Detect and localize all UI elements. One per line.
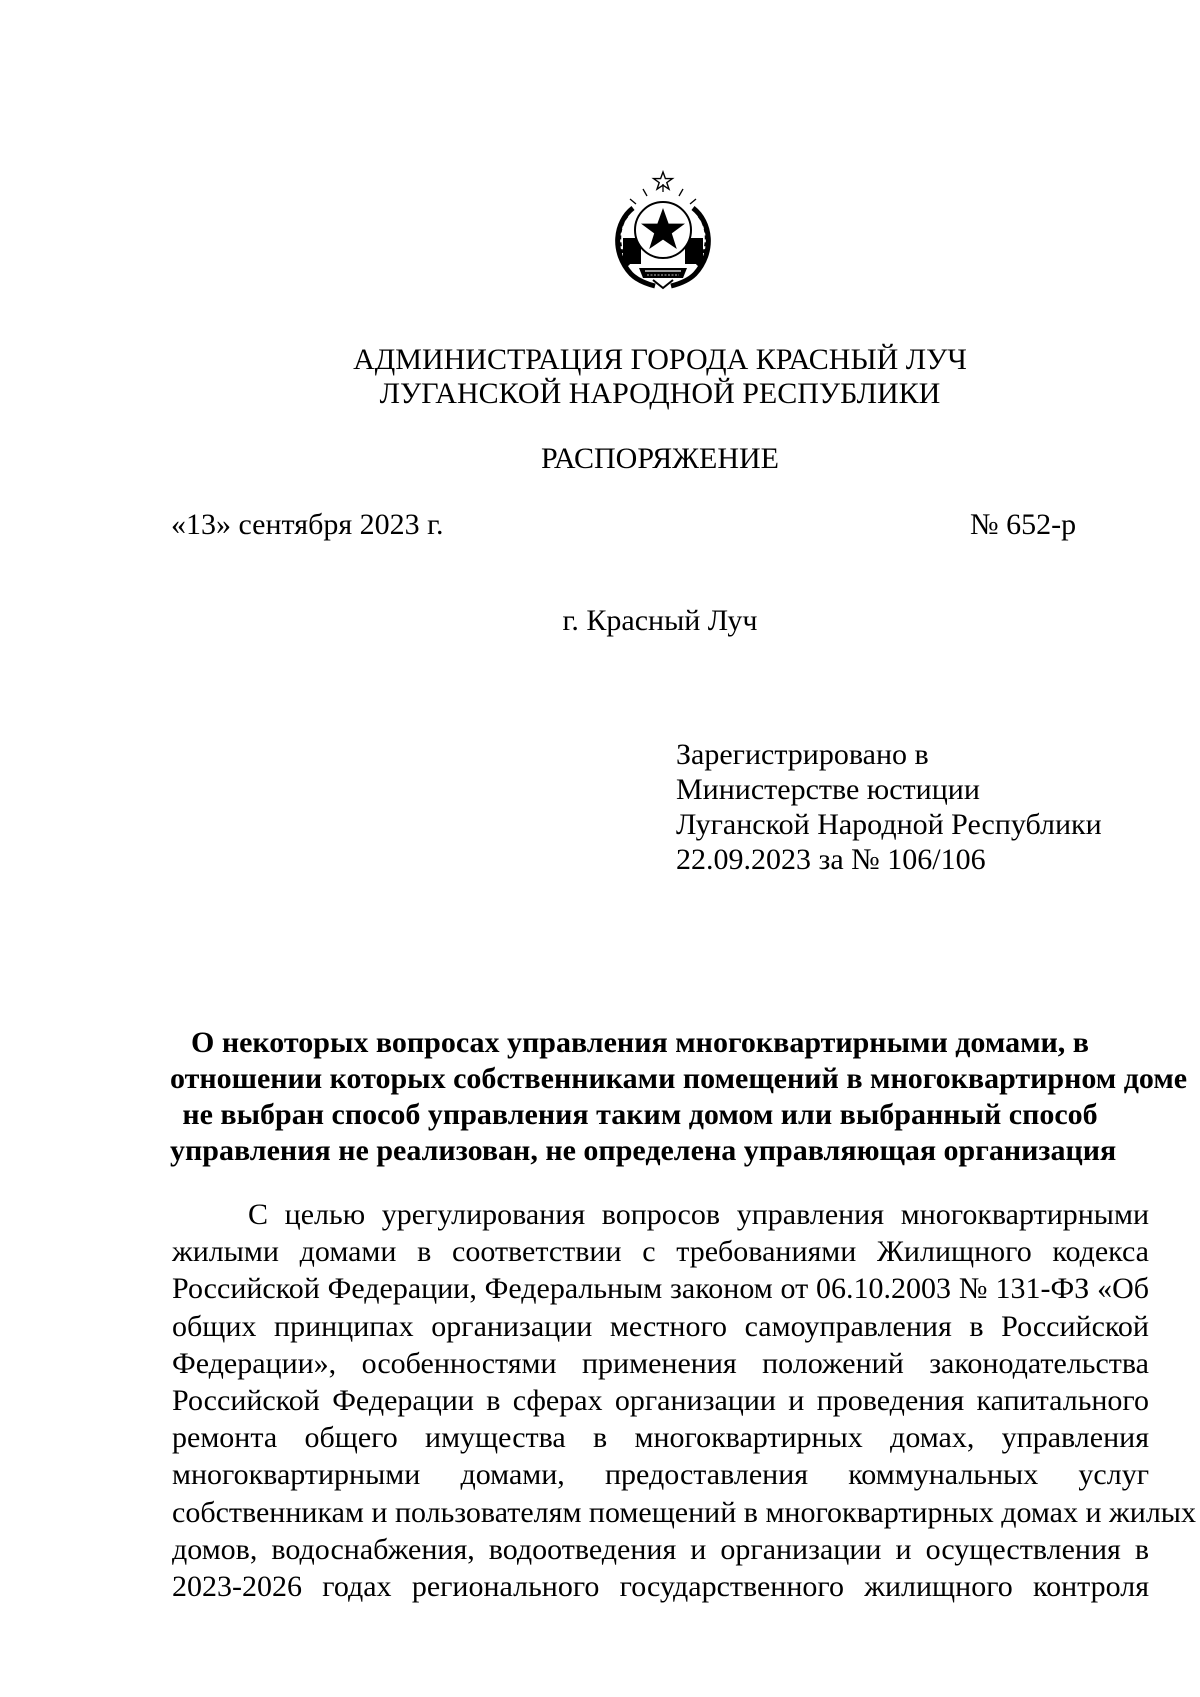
document-type: РАСПОРЯЖЕНИЕ [540,442,780,475]
registration-stamp [676,737,1102,877]
body-paragraph [172,1196,1196,1605]
document-date: «13» сентября 2023 г. [171,508,444,541]
organization-name-line-1: АДМИНИСТРАЦИЯ ГОРОДА КРАСНЫЙ ЛУЧ [353,343,967,376]
body-line: С целью урегулирования вопросов управления многоквартирными [248,1198,1149,1231]
registration-line: Зарегистрировано в [676,738,929,771]
registration-line: 22.09.2023 за № 106/106 [676,843,986,876]
body-line: жилыми домами в соответствии с требованиями Жилищного кодекса [172,1235,1149,1269]
title-line: управления не реализован, не определена управляющая организация [170,1134,1117,1167]
registration-line: Министерстве юстиции [676,773,980,806]
lpr-coat-of-arms-icon [603,170,723,294]
title-line: не выбран способ управления таким домом или выбранный способ [182,1098,1098,1131]
body-line: Российской Федерации, Федеральным законом от 06.10.2003 № 131-ФЗ «Об [172,1272,1149,1306]
title-line: отношении которых собственниками помещений в многоквартирном доме [170,1062,1188,1095]
body-line: ремонта общего имущества в многоквартирных домах, управления [172,1421,1149,1455]
document-number: № 652-р [970,508,1077,541]
document-city: г. Красный Луч [562,604,758,637]
body-line: собственникам и пользователям помещений в многоквартирных домах и жилых [172,1495,1196,1529]
body-line: 2023-2026 годах регионального государственного жилищного контроля [172,1569,1149,1603]
body-line: общих принципах организации местного самоуправления в Российской [172,1309,1149,1343]
body-line: домов, водоснабжения, водоотведения и организации и осуществления в [172,1532,1149,1566]
body-line: Российской Федерации в сферах организации и проведения капитального [172,1383,1149,1417]
title-line: О некоторых вопросах управления многоквартирными домами, в [190,1026,1089,1059]
registration-line: Луганской Народной Республики [676,808,1102,841]
body-line: многоквартирными домами, предоставления коммунальных услуг [172,1458,1149,1492]
organization-name-line-2: ЛУГАНСКОЙ НАРОДНОЙ РЕСПУБЛИКИ [379,377,941,410]
body-line: Федерации», особенностями применения положений законодательства [172,1346,1149,1380]
document-title [170,1025,1188,1169]
